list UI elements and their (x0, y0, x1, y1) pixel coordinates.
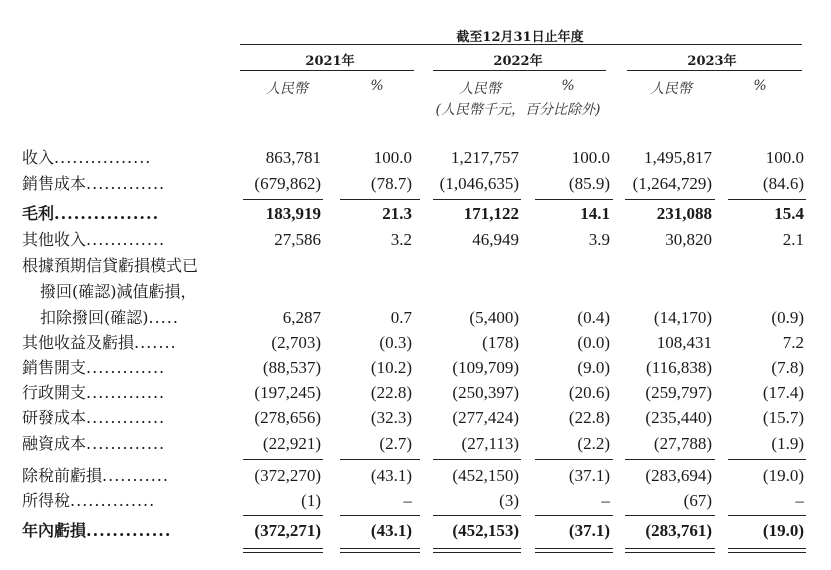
row-label-text: 撥回(確認)減值虧損， (40, 282, 197, 301)
cell-value: (116,838) (646, 358, 712, 377)
subtotal-rule-tax-5 (625, 515, 715, 516)
period-rule (240, 44, 802, 45)
cell-value: (178) (482, 333, 519, 352)
total-underline-5 (625, 548, 715, 553)
row-label (22, 333, 177, 353)
subtotal-rule-gross-2 (340, 199, 420, 200)
leader-dots: ............. (86, 408, 166, 427)
row-label-text: 銷售成本 (22, 174, 87, 193)
cell-value: (43.1) (370, 466, 412, 485)
row-label-text: 銷售開支 (22, 358, 87, 377)
total-underline-1 (243, 548, 323, 553)
cell-value: 27,586 (274, 230, 321, 249)
cell-value: (0.3) (379, 333, 412, 352)
row-label-text: 其他收益及虧損 (22, 333, 135, 352)
cell-value: (250,397) (452, 383, 519, 402)
cell-value: (22.8) (370, 383, 412, 402)
leader-dots: ..... (148, 308, 179, 327)
year-header-2023: 2023年 (687, 54, 737, 69)
row-label (22, 521, 171, 541)
cell-value: (283,694) (645, 466, 712, 485)
cell-value: (27,788) (653, 434, 712, 453)
row-label (40, 282, 197, 302)
row-label (22, 204, 159, 224)
cell-value: (5,400) (469, 308, 519, 327)
row-label-text: 研發成本 (22, 408, 87, 427)
cell-value: 231,088 (656, 204, 712, 223)
subtotal-rule-pbt-5 (625, 459, 715, 460)
row-label-text: 行政開支 (22, 383, 87, 402)
cell-value: (259,797) (645, 383, 712, 402)
leader-dots: .............. (70, 491, 156, 510)
cell-value: 3.2 (390, 230, 412, 249)
row-label-text: 年內虧損 (22, 521, 87, 540)
cell-value: (278,656) (254, 408, 321, 427)
subtotal-rule-pbt-2 (340, 459, 420, 460)
cell-value: (27,113) (461, 434, 519, 453)
cell-value: (1,264,729) (632, 174, 712, 193)
cell-value: (3) (499, 491, 519, 510)
row-label (22, 230, 165, 250)
subtotal-rule-tax-3 (433, 515, 521, 516)
subtotal-rule-pbt-6 (728, 459, 806, 460)
row-label-text: 除稅前虧損 (22, 466, 103, 485)
cell-value: (88,537) (262, 358, 321, 377)
row-label (22, 434, 165, 454)
row-label-text: 毛利 (22, 204, 55, 223)
subtotal-rule-gross-1 (243, 199, 323, 200)
cell-value: (20.6) (568, 383, 610, 402)
row-label-text: 所得稅 (22, 491, 71, 510)
cell-value: – (601, 491, 610, 510)
subtotal-rule-gross-4 (535, 199, 613, 200)
unit-pct-2021: % (370, 78, 384, 94)
unit-pct-2023: % (753, 78, 767, 94)
leader-dots: ............. (86, 521, 172, 540)
subtotal-rule-gross-5 (625, 199, 715, 200)
cell-value: (1.9) (771, 434, 804, 453)
cell-value: (0.4) (577, 308, 610, 327)
cell-value: (19.0) (762, 466, 804, 485)
leader-dots: ............. (86, 358, 166, 377)
cell-value: (43.1) (370, 521, 412, 540)
cell-value: 2.1 (782, 230, 804, 249)
cell-value: (679,862) (254, 174, 321, 193)
cell-value: – (795, 491, 804, 510)
cell-value: 6,287 (282, 308, 321, 327)
total-underline-4 (535, 548, 613, 553)
subtotal-rule-tax-6 (728, 515, 806, 516)
row-label (22, 491, 155, 511)
unit-rmb-2021: 人民幣 (266, 81, 308, 97)
year-rule-2023 (627, 70, 802, 71)
cell-value: 171,122 (463, 204, 519, 223)
cell-value: 15.4 (774, 204, 804, 223)
row-label (22, 358, 165, 378)
cell-value: 100.0 (373, 148, 412, 167)
leader-dots: ................ (54, 204, 160, 223)
cell-value: (19.0) (762, 521, 804, 540)
cell-value: (10.2) (370, 358, 412, 377)
row-label (40, 308, 179, 328)
cell-value: (22,921) (262, 434, 321, 453)
cell-value: (372,270) (254, 466, 321, 485)
subtotal-rule-tax-1 (243, 515, 323, 516)
year-header-2022: 2022年 (493, 54, 543, 69)
row-label (22, 148, 151, 168)
cell-value: 183,919 (265, 204, 321, 223)
cell-value: (78.7) (370, 174, 412, 193)
leader-dots: ................ (54, 148, 152, 167)
cell-value: (17.4) (762, 383, 804, 402)
year-rule-2022 (433, 70, 606, 71)
row-label-text: 融資成本 (22, 434, 87, 453)
cell-value: (0.9) (771, 308, 804, 327)
cell-value: 30,820 (665, 230, 712, 249)
cell-value: (0.0) (577, 333, 610, 352)
row-label (22, 174, 165, 194)
year-rule-2021 (240, 70, 414, 71)
leader-dots: ............. (86, 230, 166, 249)
cell-value: (7.8) (771, 358, 804, 377)
cell-value: 14.1 (580, 204, 610, 223)
leader-dots: ........... (102, 466, 169, 485)
leader-dots: ............. (86, 383, 166, 402)
cell-value: (197,245) (254, 383, 321, 402)
leader-dots: ............. (86, 174, 166, 193)
leader-dots: ............. (86, 434, 166, 453)
cell-value: (85.9) (568, 174, 610, 193)
row-label-text: 扣除撥回(確認) (40, 308, 149, 327)
row-label (22, 466, 169, 486)
cell-value: 7.2 (782, 333, 804, 352)
cell-value: 21.3 (382, 204, 412, 223)
cell-value: (15.7) (762, 408, 804, 427)
cell-value: 46,949 (472, 230, 519, 249)
row-label-text: 根據預期信貸虧損模式已 (22, 256, 199, 275)
cell-value: (2,703) (271, 333, 321, 352)
cell-value: 108,431 (656, 333, 712, 352)
row-label-text: 收入 (22, 148, 55, 167)
cell-value: (9.0) (577, 358, 610, 377)
cell-value: (452,150) (452, 466, 519, 485)
unit-pct-2022: % (561, 78, 575, 94)
cell-value: (1) (301, 491, 321, 510)
period-header: 截至12月31日止年度 (456, 30, 584, 45)
cell-value: 0.7 (390, 308, 412, 327)
unit-rmb-2022: 人民幣 (459, 81, 501, 97)
cell-value: (67) (683, 491, 712, 510)
cell-value: (277,424) (452, 408, 519, 427)
cell-value: 100.0 (765, 148, 804, 167)
cell-value: (37.1) (568, 521, 610, 540)
cell-value: (109,709) (452, 358, 519, 377)
subtotal-rule-pbt-1 (243, 459, 323, 460)
cell-value: (372,271) (254, 521, 321, 540)
cell-value: (14,170) (653, 308, 712, 327)
cell-value: (283,761) (645, 521, 712, 540)
unit-note: (人民幣千元，百分比除外) (435, 102, 601, 118)
subtotal-rule-pbt-3 (433, 459, 521, 460)
cell-value: (452,153) (452, 521, 519, 540)
cell-value: 863,781 (265, 148, 321, 167)
cell-value: 1,495,817 (644, 148, 712, 167)
row-label (22, 383, 165, 403)
row-label-text: 其他收入 (22, 230, 87, 249)
total-underline-3 (433, 548, 521, 553)
leader-dots: ....... (134, 333, 177, 352)
unit-rmb-2023: 人民幣 (650, 81, 692, 97)
cell-value: (84.6) (762, 174, 804, 193)
cell-value: (2.7) (379, 434, 412, 453)
subtotal-rule-tax-4 (535, 515, 613, 516)
cell-value: 3.9 (588, 230, 610, 249)
total-underline-2 (340, 548, 420, 553)
cell-value: – (403, 491, 412, 510)
row-label (22, 408, 165, 428)
subtotal-rule-tax-2 (340, 515, 420, 516)
total-underline-6 (728, 548, 806, 553)
cell-value: (32.3) (370, 408, 412, 427)
cell-value: (235,440) (645, 408, 712, 427)
cell-value: (2.2) (577, 434, 610, 453)
subtotal-rule-gross-3 (433, 199, 521, 200)
subtotal-rule-pbt-4 (535, 459, 613, 460)
cell-value: (1,046,635) (439, 174, 519, 193)
subtotal-rule-gross-6 (728, 199, 806, 200)
row-label (22, 256, 198, 276)
cell-value: (37.1) (568, 466, 610, 485)
cell-value: 1,217,757 (451, 148, 519, 167)
cell-value: (22.8) (568, 408, 610, 427)
cell-value: 100.0 (571, 148, 610, 167)
year-header-2021: 2021年 (305, 54, 355, 69)
